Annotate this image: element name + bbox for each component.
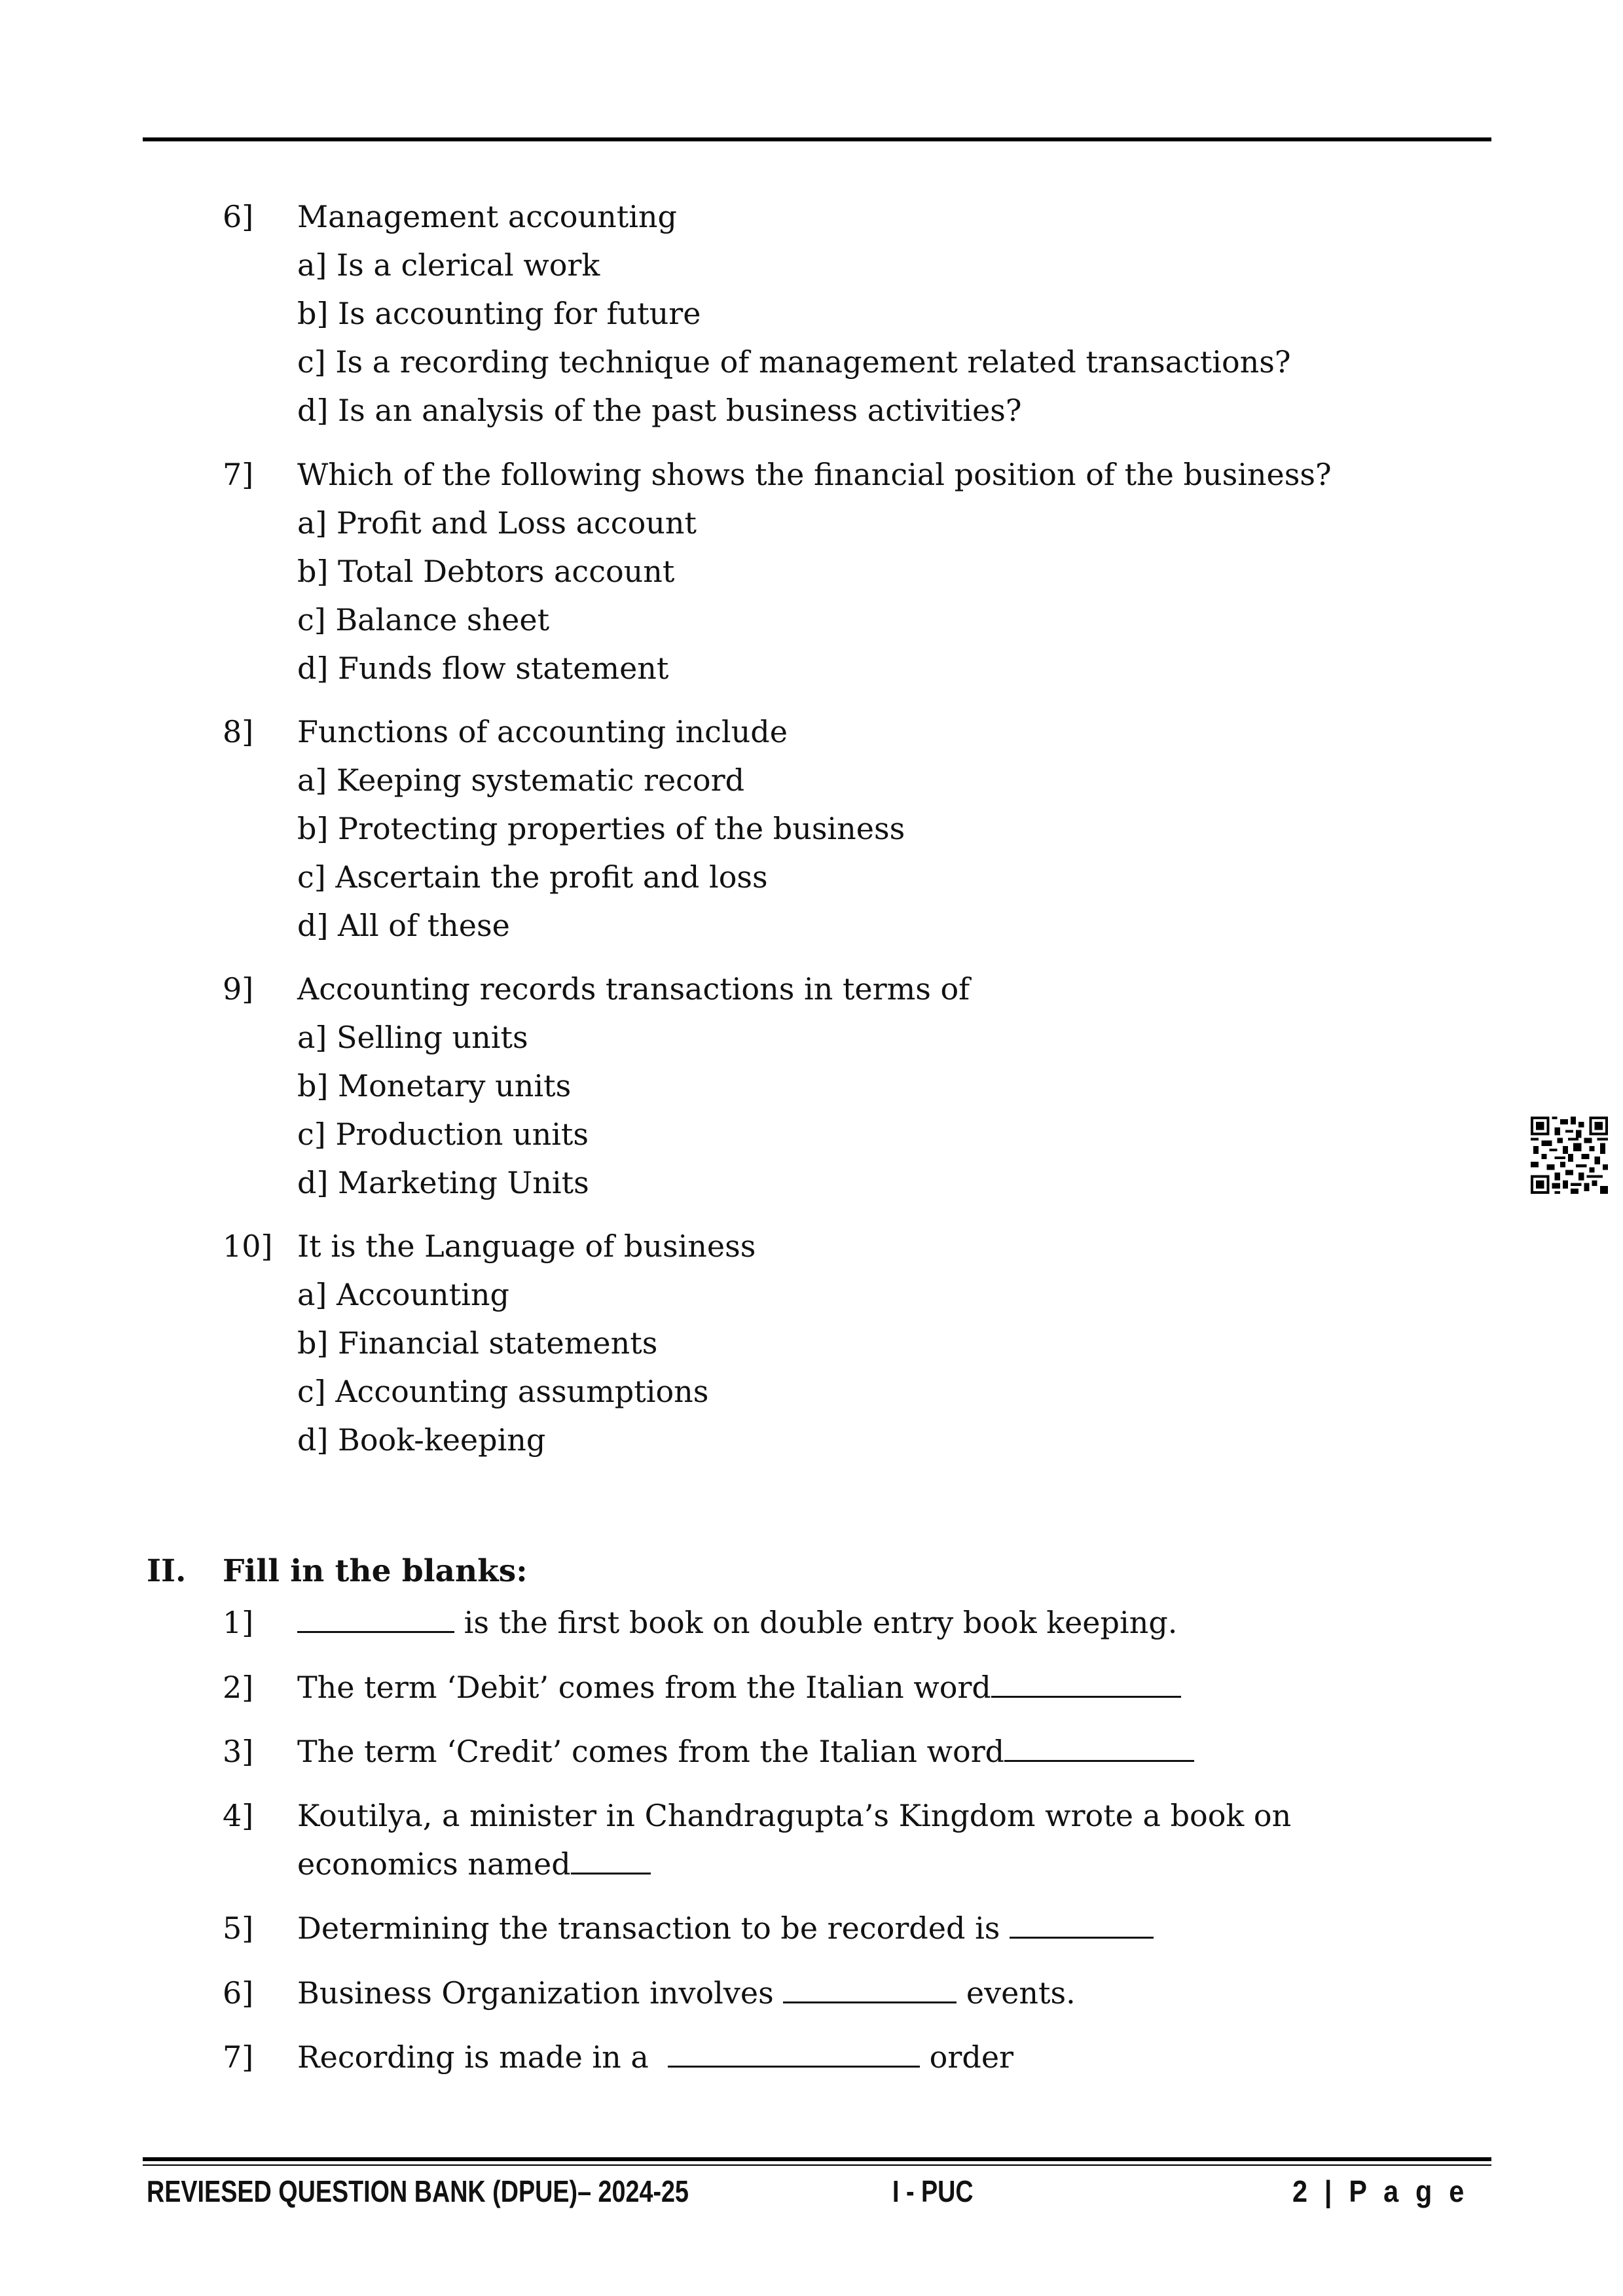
question-7 [223,450,1467,692]
answer-blank[interactable] [571,1840,651,1874]
answer-blank[interactable] [1004,1727,1194,1762]
footer-rule-thin [143,2164,1491,2166]
item-text-line1: Koutilya, a minister in Chandragupta’s Kingdom wrote a book on [297,1798,1292,1833]
option-a: a] Keeping systematic record [297,762,745,798]
question-9 [223,965,1467,1207]
answer-blank[interactable] [668,2033,920,2068]
fill-item-1 [223,1598,1467,1647]
item-text: The term ‘Credit’ comes from the Italian word [297,1734,1005,1769]
item-text-after: order [920,2039,1014,2075]
fill-item-4 [223,1791,1467,1888]
section-title: Fill in the blanks: [223,1553,528,1589]
item-number: 2] [223,1670,254,1705]
option-d: d] All of these [297,908,510,943]
answer-blank[interactable] [297,1598,454,1633]
option-b: b] Financial statements [297,1325,658,1361]
footer-class: I - PUC [892,2174,974,2208]
question-number: 10] [223,1229,273,1264]
option-b: b] Monetary units [297,1068,572,1103]
question-text: Accounting records transactions in terms of [297,971,970,1007]
fill-item-2 [223,1663,1467,1712]
option-b: b] Protecting properties of the business [297,811,905,846]
item-text: Determining the transaction to be recorded is [297,1910,1010,1946]
question-number: 7] [223,457,254,492]
answer-blank[interactable] [991,1663,1181,1698]
fill-item-6 [223,1969,1467,2017]
option-c: c] Accounting assumptions [297,1374,709,1409]
item-number: 1] [223,1605,254,1640]
option-c: c] Production units [297,1117,589,1152]
fill-item-5 [223,1904,1467,1952]
question-10 [223,1222,1467,1464]
option-d: d] Marketing Units [297,1165,589,1200]
item-text: economics named [297,1846,571,1882]
section-roman-numeral: II. [147,1553,187,1589]
answer-blank[interactable] [1010,1904,1154,1939]
question-text: Management accounting [297,199,677,234]
answer-blank[interactable] [783,1969,957,2003]
option-d: d] Funds flow statement [297,651,669,686]
fill-item-7 [223,2033,1467,2081]
item-text: Recording is made in a [297,2039,668,2075]
item-number: 6] [223,1975,254,2011]
question-number: 8] [223,714,254,749]
page-number: 2 | P a g e [1292,2174,1468,2208]
item-number: 3] [223,1734,254,1769]
question-number: 6] [223,199,254,234]
option-a: a] Selling units [297,1020,528,1055]
item-text: The term ‘Debit’ comes from the Italian word [297,1670,991,1705]
option-a: a] Profit and Loss account [297,505,697,541]
option-b: b] Is accounting for future [297,296,701,331]
option-a: a] Accounting [297,1277,509,1312]
option-c: c] Is a recording technique of management related transactions? [297,344,1291,380]
question-8 [223,708,1467,950]
question-6 [223,192,1467,435]
option-d: d] Is an analysis of the past business activities? [297,393,1022,428]
item-text-after: events. [957,1975,1076,2011]
question-number: 9] [223,971,254,1007]
question-text: It is the Language of business [297,1229,756,1264]
option-c: c] Balance sheet [297,602,550,637]
fill-item-3 [223,1727,1467,1776]
question-text: Which of the following shows the financial position of the business? [297,457,1332,492]
footer-rule [143,2157,1491,2161]
question-text: Functions of accounting include [297,714,788,749]
option-d: d] Book-keeping [297,1422,546,1458]
option-b: b] Total Debtors account [297,554,675,589]
option-a: a] Is a clerical work [297,247,600,283]
footer-title: REVIESED QUESTION BANK (DPUE)– 2024-25 [147,2174,689,2208]
item-text: is the first book on double entry book keeping. [454,1605,1178,1640]
item-number: 5] [223,1910,254,1946]
item-text: Business Organization involves [297,1975,784,2011]
item-number: 7] [223,2039,254,2075]
qr-code-icon [1531,1117,1608,1194]
header-rule [143,137,1491,141]
option-c: c] Ascertain the profit and loss [297,859,768,895]
item-number: 4] [223,1798,254,1833]
